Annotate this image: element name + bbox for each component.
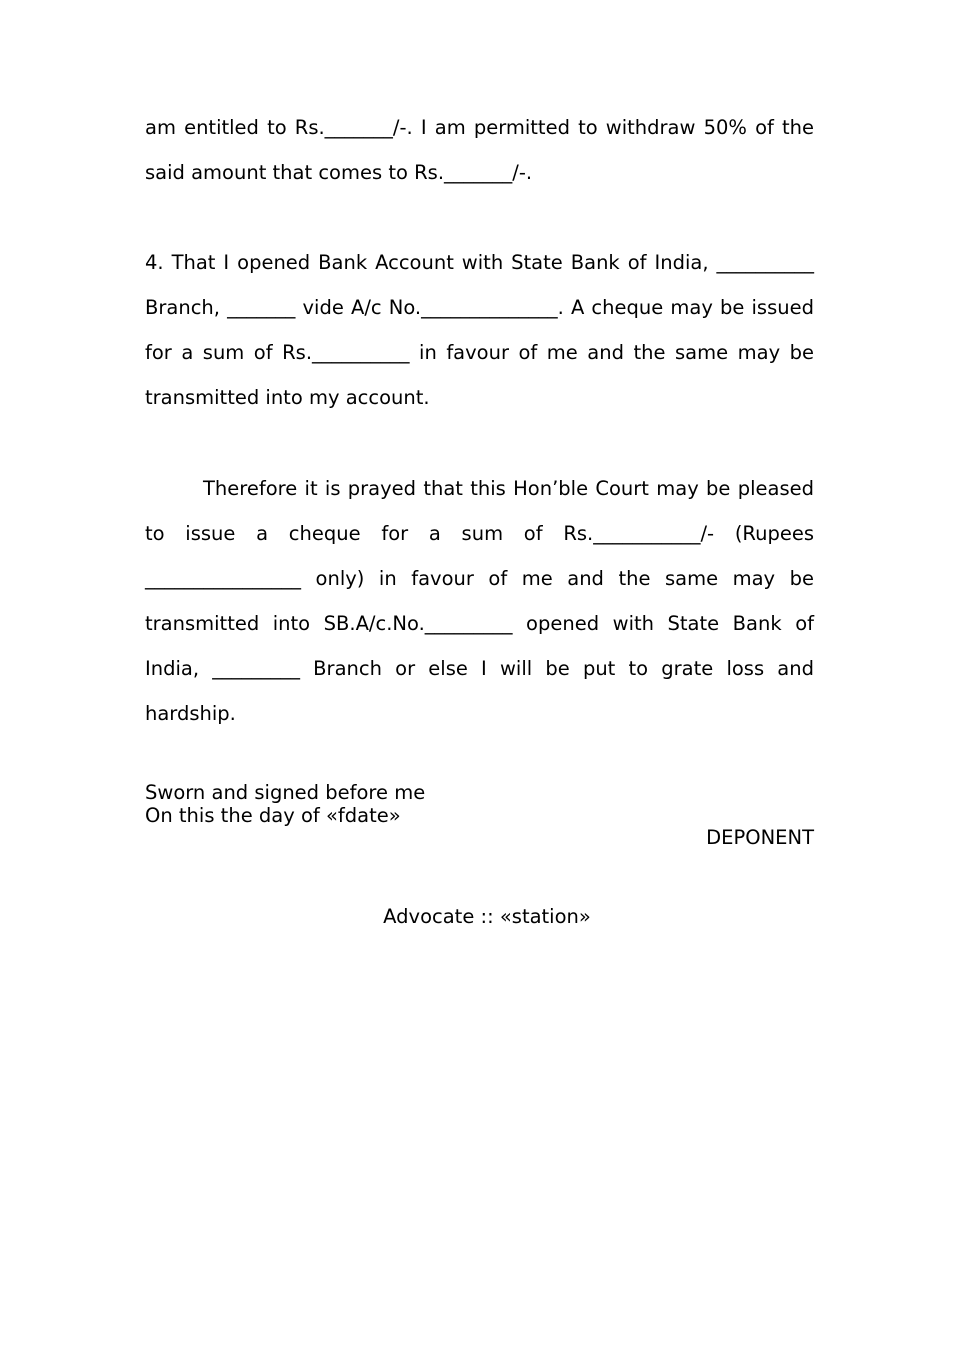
- sworn-statement: [145, 781, 814, 827]
- sworn-line-2: On this the day of «fdate»: [145, 804, 401, 827]
- advocate-label: Advocate :: «station»: [383, 905, 591, 928]
- paragraph-bank-account: [145, 240, 814, 420]
- paragraph-text: 4. That I opened Bank Account with State Bank of India, __________ Branch, _______ vide A/c No.______________. A cheque may be issued for a sum of Rs.__________ in favour of me and the same may be transmitted into my account.: [145, 251, 814, 409]
- deponent-label: DEPONENT: [706, 826, 814, 849]
- paragraph-text: am entitled to Rs._______/-. I am permitted to withdraw 50% of the said amount that comes to Rs._______/-.: [145, 116, 814, 184]
- paragraph-entitlement-continued: [145, 105, 814, 195]
- paragraph-prayer: [145, 466, 814, 736]
- paragraph-text: Therefore it is prayed that this Hon’ble Court may be pleased to issue a cheque for a sum of Rs.___________/- (Rupees ________________ only) in favour of me and the same may be transmitted into SB.A/c.No._________ opened with State Bank of India, _________ Branch or else I will be put to grate loss and hardship.: [145, 477, 814, 725]
- sworn-line-1: Sworn and signed before me: [145, 781, 426, 804]
